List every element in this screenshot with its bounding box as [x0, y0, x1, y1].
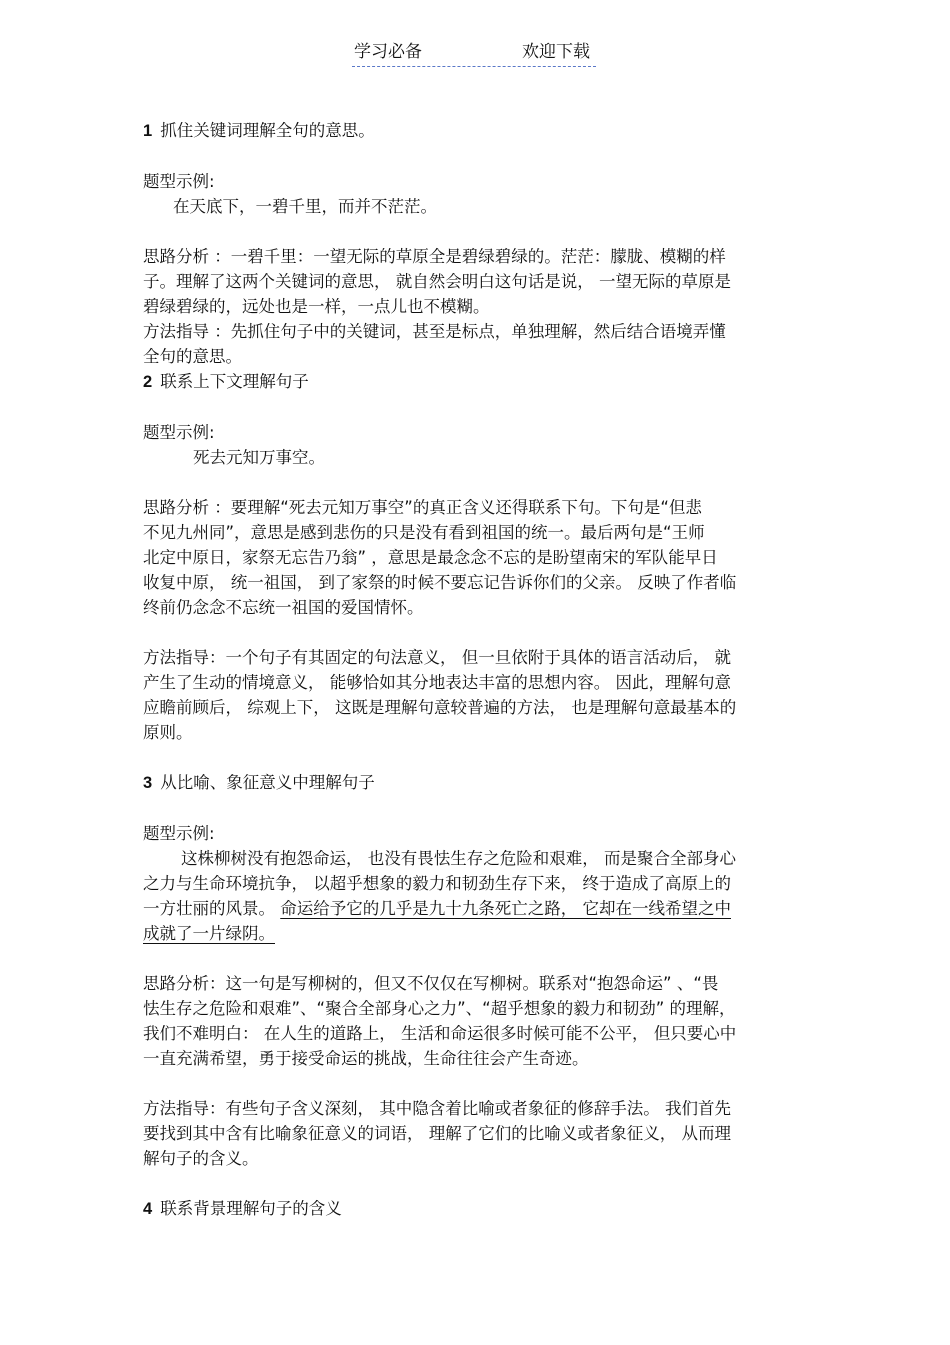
section-1-analysis-line: 子。理解了这两个关键词的意思， 就自然会明白这句话是说， 一望无际的草原是 — [143, 272, 731, 291]
section-3-method-line: 要找到其中含有比喻象征意义的词语， 理解了它们的比喻义或者象征义， 从而理 — [143, 1124, 731, 1143]
section-3-analysis-line: 我们不难明白： 在人生的道路上， 生活和命运很多时候可能不公平， 但只要心中 — [143, 1024, 737, 1043]
section-3-example-line: 之力与生命环境抗争， 以超乎想象的毅力和韧劲生存下来， 终于造成了高原上的 — [143, 874, 731, 893]
underlined-text: 命运给予它的几乎是九十九条死亡之路， 它却在一线希望之中 — [280, 899, 731, 918]
section-2-analysis-line: 终前仍念念不忘统一祖国的爱国情怀。 — [143, 598, 424, 617]
section-3-method-line: 方法指导：有些句子含义深刻， 其中隐含着比喻或者象征的修辞手法。 我们首先 — [143, 1099, 731, 1118]
section-1-example: 在天底下，一碧千里，而并不茫茫。 — [173, 197, 437, 216]
section-2-example-label: 题型示例: — [143, 423, 215, 442]
section-1-method-line: 全句的意思。 — [143, 347, 242, 366]
section-3-analysis-line: 怯生存之危险和艰难”、“聚合全部身心之力”、“超乎想象的毅力和韧劲” 的理解， — [143, 999, 736, 1018]
section-1-method-line: 方法指导 ：先抓住句子中的关键词，甚至是标点，单独理解，然后结合语境弄懂 — [143, 322, 726, 341]
section-3-example-line: 一方壮丽的风景。 命运给予它的几乎是九十九条死亡之路， 它却在一线希望之中 — [143, 899, 731, 918]
page-header — [352, 40, 596, 67]
section-3-method-line: 解句子的含义。 — [143, 1149, 259, 1168]
section-2-example: 死去元知万事空。 — [193, 448, 325, 467]
section-2-method-line: 原则。 — [143, 723, 193, 742]
section-2-method-line: 方法指导：一个句子有其固定的句法意义， 但一旦依附于具体的语言活动后， 就 — [143, 648, 731, 667]
section-1-heading: 1 抓住关键词理解全句的意思。 — [143, 121, 375, 140]
section-3-example-label: 题型示例: — [143, 824, 215, 843]
header-right-text: 欢迎下载 — [522, 42, 590, 62]
section-2-analysis-line: 收复中原， 统一祖国， 到了家祭的时候不要忘记告诉你们的父亲。 反映了作者临 — [143, 573, 737, 592]
section-3-example-line: 这株柳树没有抱怨命运， 也没有畏怯生存之危险和艰难， 而是聚合全部身心 — [181, 849, 736, 868]
section-3-analysis-line: 一直充满希望，勇于接受命运的挑战，生命往往会产生奇迹。 — [143, 1049, 589, 1068]
section-1-analysis-line: 碧绿碧绿的，远处也是一样，一点儿也不模糊。 — [143, 297, 490, 316]
section-4-heading: 4 联系背景理解句子的含义 — [143, 1199, 342, 1218]
section-3-example-line — [143, 921, 813, 946]
header-left-text: 学习必备 — [354, 42, 422, 62]
section-3-heading: 3 从比喻、象征意义中理解句子 — [143, 773, 375, 792]
section-1-example-label: 题型示例: — [143, 172, 215, 191]
section-3-analysis-line: 思路分析：这一句是写柳树的，但又不仅仅在写柳树。联系对“抱怨命运” 、“畏 — [143, 974, 719, 993]
section-1-analysis-line: 思路分析 ：一碧千里：一望无际的草原全是碧绿碧绿的。茫茫：朦胧、模糊的样 — [143, 247, 726, 266]
section-2-heading: 2 联系上下文理解句子 — [143, 372, 309, 391]
section-2-method-line: 应瞻前顾后， 综观上下， 这既是理解句意较普遍的方法， 也是理解句意最基本的 — [143, 698, 737, 717]
section-2-analysis-line: 思路分析 ：要理解“死去元知万事空”的真正含义还得联系下句。下句是“但悲 — [143, 498, 702, 517]
section-2-analysis-line: 不见九州同”，意思是感到悲伤的只是没有看到祖国的统一。最后两句是“王师 — [143, 523, 705, 542]
document-body — [143, 118, 813, 1222]
underlined-text: 成就了一片绿阴。 — [143, 924, 275, 943]
section-2-method-line: 产生了生动的情境意义， 能够恰如其分地表达丰富的思想内容。 因此，理解句意 — [143, 673, 731, 692]
section-2-analysis-line: 北定中原日，家祭无忘告乃翁” ，意思是最念念不忘的是盼望南宋的军队能早日 — [143, 548, 718, 567]
